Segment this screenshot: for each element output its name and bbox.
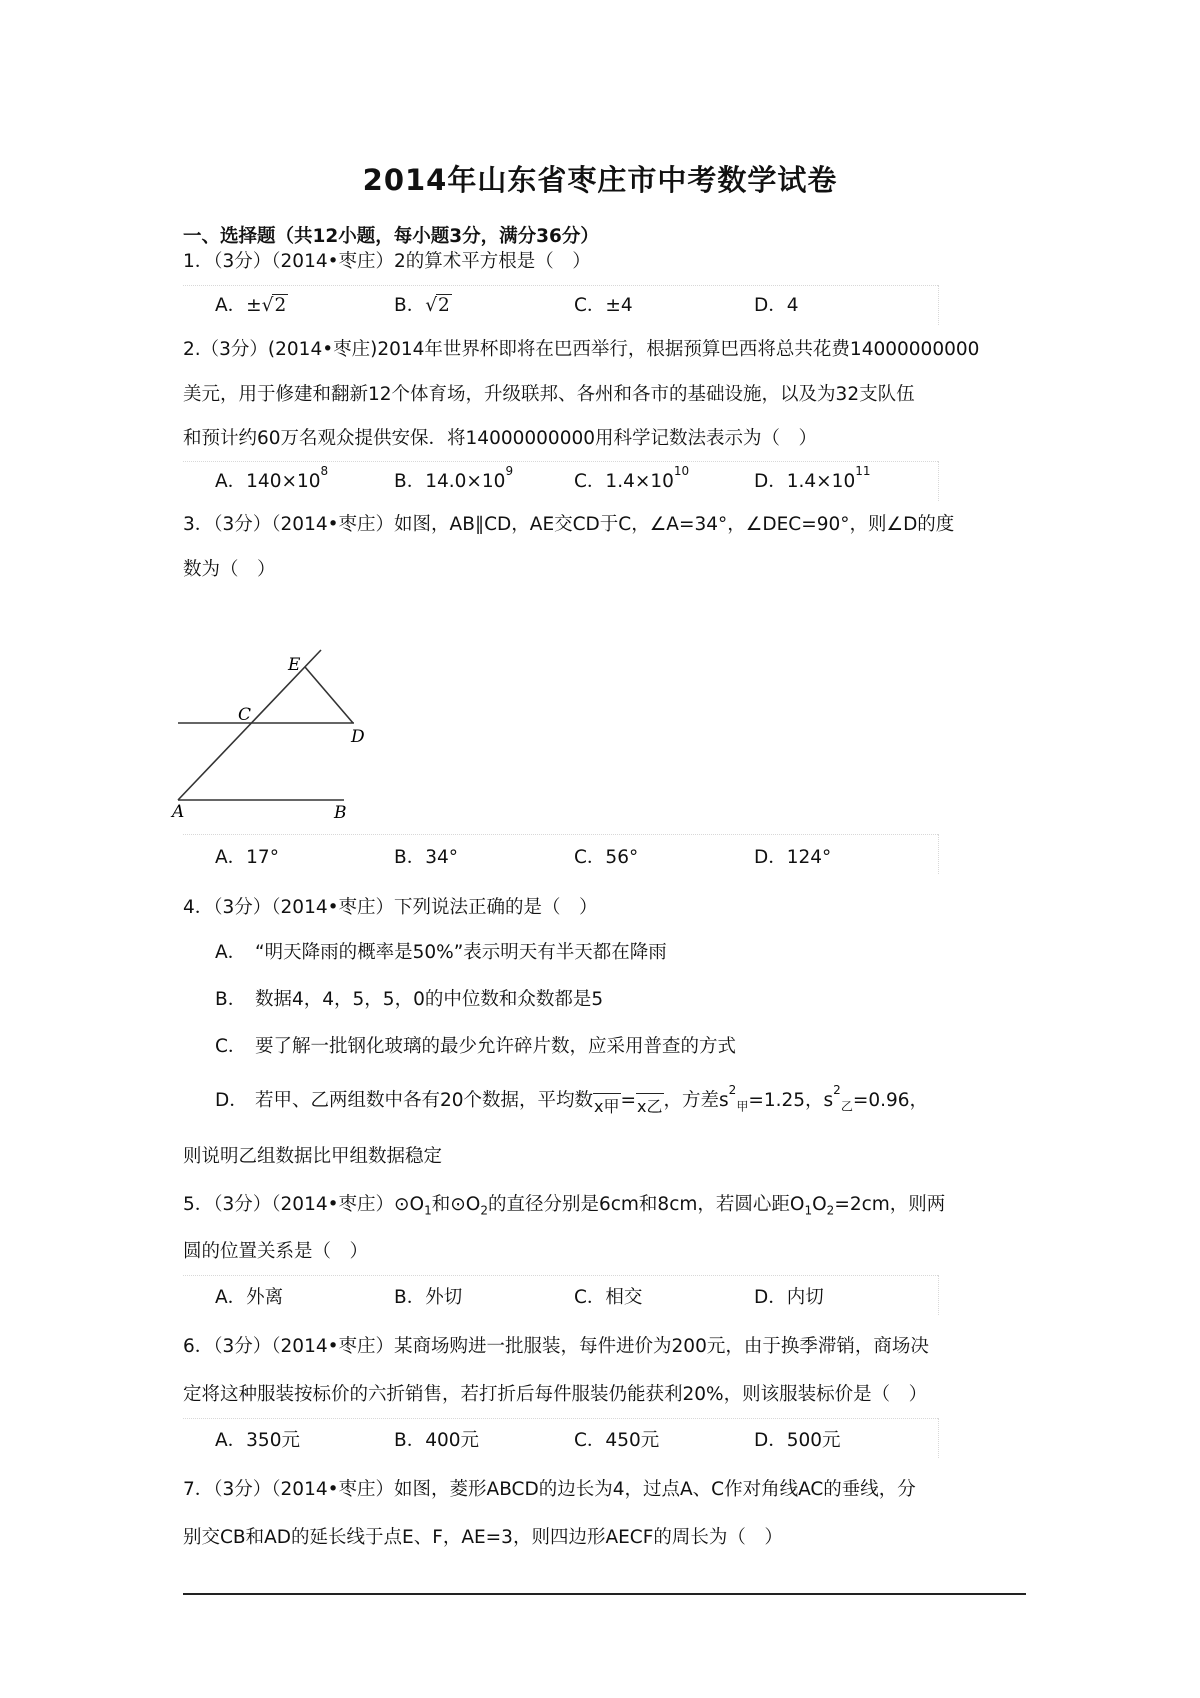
label-b: B — [334, 803, 347, 823]
option-b: B．400元 — [394, 1430, 480, 1451]
page-title: 2014年山东省枣庄市中考数学试卷 — [362, 163, 838, 197]
question-3-line-2: 数为（ ） — [183, 559, 276, 580]
question-5-line-1: 5．（3分）（2014•枣庄）$⊙O_1$和$⊙O_2$的直径分别是6cm和8cm，若圆心距$O_1O_2=2cm$，则两 — [183, 1194, 946, 1218]
question-6-options — [215, 1426, 935, 1456]
option-d: D．124° — [754, 847, 832, 868]
question-1-stem: 1．（3分）（2014•枣庄）2的算术平方根是（ ） — [183, 251, 591, 272]
question-3-options — [215, 843, 935, 873]
question-4-stem: 4．（3分）（2014•枣庄）下列说法正确的是（ ） — [183, 897, 598, 918]
option-a: A．$140\times 10^8$ — [215, 464, 329, 492]
sqrt-symbol: √2 — [261, 295, 287, 316]
option-a: A．外离 — [215, 1287, 284, 1308]
question-2-line-1: 2.（3分）(2014•枣庄)2014年世界杯即将在巴西举行，根据预算巴西将总共花费14000000000 — [183, 339, 980, 360]
mean-x-jia: x甲 — [593, 1093, 620, 1117]
option-divider — [938, 461, 939, 501]
option-d: D． 若甲、乙两组数中各有20个数据，平均数x甲=x乙，方差$s^2_甲=1.25$，$s^2_乙=0.96$， — [215, 1083, 929, 1116]
geometry-figure — [172, 640, 408, 825]
line-ed — [305, 667, 353, 723]
question-6-line-2: 定将这种服装按标价的六折销售，若打折后每件服装仍能获利20%，则该服装标价是（ ） — [183, 1384, 928, 1405]
question-1-options — [215, 291, 935, 321]
question-2-options — [215, 464, 935, 497]
footer-rule — [183, 1593, 1026, 1595]
option-divider — [938, 1418, 939, 1458]
option-divider — [183, 834, 938, 835]
option-c: C．相交 — [574, 1287, 643, 1308]
question-2-line-2: 美元，用于修建和翻新12个体育场，升级联邦、各州和各市的基础设施，以及为32支队伍 — [183, 384, 915, 405]
option-b: B．$14.0\times 10^9$ — [394, 464, 514, 492]
option-c: C．±4 — [574, 295, 633, 316]
question-7-line-1: 7．（3分）（2014•枣庄）如图，菱形ABCD的边长为4，过点A、C作对角线AC的垂线，分 — [183, 1479, 916, 1500]
option-c: C． 要了解一批钢化玻璃的最少允许碎片数，应采用普查的方式 — [215, 1036, 737, 1057]
sqrt-symbol: √2 — [425, 295, 450, 316]
option-d: D．4 — [754, 295, 799, 316]
label-c: C — [238, 705, 252, 725]
option-divider — [183, 461, 938, 462]
option-a: A．350元 — [215, 1430, 300, 1451]
option-a: A． “明天降雨的概率是50%”表示明天有半天都在降雨 — [215, 942, 667, 963]
mean-x-yi: x乙 — [636, 1093, 663, 1117]
label-d: D — [351, 727, 365, 747]
label-e: E — [288, 655, 301, 675]
option-c: C．$1.4\times 10^{10}$ — [574, 464, 690, 492]
question-5-options — [215, 1283, 935, 1313]
question-2-line-3: 和预计约60万名观众提供安保．将14000000000用科学记数法表示为（ ） — [183, 428, 818, 449]
question-5-line-2: 圆的位置关系是（ ） — [183, 1241, 369, 1262]
option-c: C．56° — [574, 847, 639, 868]
option-divider — [938, 834, 939, 874]
option-divider — [183, 1418, 938, 1419]
label-a: A — [172, 802, 185, 822]
option-divider — [938, 1275, 939, 1315]
question-6-line-1: 6．（3分）（2014•枣庄）某商场购进一批服装，每件进价为200元，由于换季滞销，商场决 — [183, 1336, 929, 1357]
section-heading: 一、选择题（共12小题，每小题3分，满分36分） — [183, 226, 599, 247]
option-b: B．√2 — [394, 295, 450, 316]
option-a: A．±√2 — [215, 295, 287, 316]
option-a: A．17° — [215, 847, 279, 868]
option-b: B． 数据4，4，5，5，0的中位数和众数都是5 — [215, 989, 604, 1010]
question-7-line-2: 别交CB和AD的延长线于点E、F，AE=3，则四边形AECF的周长为（ ） — [183, 1527, 783, 1548]
option-d: D．内切 — [754, 1287, 824, 1308]
option-c: C．450元 — [574, 1430, 660, 1451]
option-d: D．500元 — [754, 1430, 841, 1451]
option-d: D．$1.4\times 10^{11}$ — [754, 464, 871, 492]
option-divider — [938, 285, 939, 325]
question-3-line-1: 3．（3分）（2014•枣庄）如图，AB∥CD，AE交CD于C，∠A=34°，∠DEC=90°，则∠D的度 — [183, 514, 955, 535]
option-divider — [183, 1275, 938, 1276]
option-b: B．外切 — [394, 1287, 463, 1308]
option-b: B．34° — [394, 847, 458, 868]
option-divider — [183, 285, 938, 286]
question-4-line-2: 则说明乙组数据比甲组数据稳定 — [183, 1146, 443, 1167]
